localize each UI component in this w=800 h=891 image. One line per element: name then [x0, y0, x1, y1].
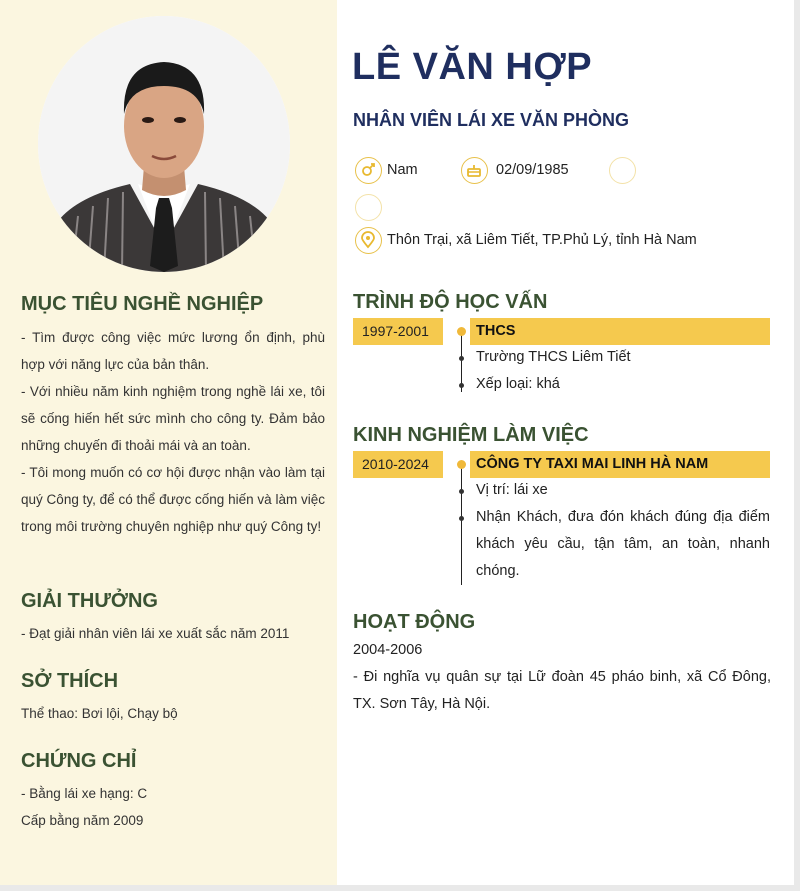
sidebar [0, 0, 337, 885]
email-icon [355, 194, 382, 221]
experience-period: 2010-2024 [353, 451, 443, 478]
profile-photo [38, 16, 290, 272]
education-heading: TRÌNH ĐỘ HỌC VẤN [353, 291, 548, 313]
timeline-line [461, 463, 462, 585]
bullet-dot [459, 489, 464, 494]
awards-heading: GIẢI THƯỞNG [21, 590, 158, 612]
timeline-dot [457, 460, 466, 469]
bullet-dot [459, 356, 464, 361]
objective-heading: MỤC TIÊU NGHỀ NGHIỆP [21, 293, 264, 315]
education-level: THCS [470, 318, 770, 345]
activities-description: - Đi nghĩa vụ quân sự tại Lữ đoàn 45 pháo binh, xã Cổ Đông, TX. Sơn Tây, Hà Nội. [353, 669, 771, 712]
location-icon [355, 227, 382, 254]
timeline-dot [457, 327, 466, 336]
objective-paragraph: - Với nhiều năm kinh nghiệm trong nghề lái xe, tôi sẽ cống hiến hết sức mình cho công ty. Đảm bảo những chuyến đi thoải mái và an toàn. [21, 384, 325, 453]
hobbies-heading: SỞ THÍCH [21, 670, 119, 692]
objective-paragraph: - Tôi mong muốn có cơ hội được nhận vào làm tại quý Công ty, để có thể được cống hiến và làm việc trong môi trường chuyên nghiệp như quý Công ty! [21, 465, 325, 534]
activities-period: 2004-2006 [353, 642, 423, 658]
certificates-heading: CHỨNG CHỈ [21, 750, 137, 772]
experience-detail: Vị trí: lái xe [476, 482, 548, 498]
cake-icon [461, 157, 488, 184]
activities-heading: HOẠT ĐỘNG [353, 611, 476, 633]
hobby-item: Thể thao: Bơi lội, Chạy bộ [21, 706, 178, 721]
education-detail: Xếp loại: khá [476, 376, 560, 392]
objective-paragraph: - Tìm được công việc mức lương ổn định, phù hợp với năng lực của bản thân. [21, 330, 325, 372]
birthday-value: 02/09/1985 [496, 162, 569, 178]
address-value: Thôn Trại, xã Liêm Tiết, TP.Phủ Lý, tỉnh Hà Nam [387, 232, 697, 248]
phone-icon [609, 157, 636, 184]
candidate-name: LÊ VĂN HỢP [352, 46, 593, 88]
gender-value: Nam [387, 162, 418, 178]
gender-icon [355, 157, 382, 184]
bullet-dot [459, 516, 464, 521]
experience-detail: Nhận Khách, đưa đón khách đúng địa điểm khách yêu cầu, tận tâm, an toàn, nhanh chóng. [476, 509, 770, 579]
education-period: 1997-2001 [353, 318, 443, 345]
certificate-item: Cấp bằng năm 2009 [21, 813, 144, 828]
education-detail: Trường THCS Liêm Tiết [476, 349, 631, 365]
experience-company: CÔNG TY TAXI MAI LINH HÀ NAM [470, 451, 770, 478]
award-item: - Đạt giải nhân viên lái xe xuất sắc năm 2011 [21, 626, 290, 641]
job-title: NHÂN VIÊN LÁI XE VĂN PHÒNG [353, 110, 630, 130]
experience-heading: KINH NGHIỆM LÀM VIỆC [353, 424, 589, 446]
bullet-dot [459, 383, 464, 388]
certificate-item: - Bằng lái xe hạng: C [21, 786, 148, 801]
